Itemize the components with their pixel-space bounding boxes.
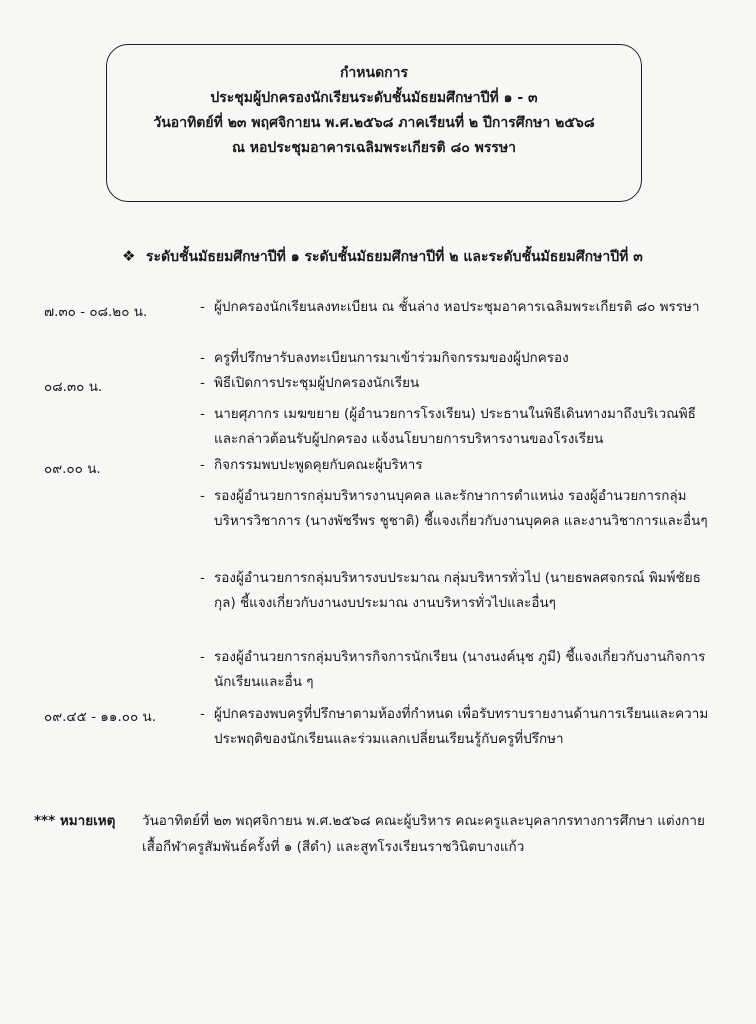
schedule-item	[200, 702, 720, 751]
list-dash: -	[200, 299, 205, 315]
schedule-item-text: รองผู้อำนวยการกลุ่มบริหารกิจการนักเรียน (นางนงค์นุช ภูมี) ชี้แจงเกี่ยวกับงานกิจการนักเรียนและอื่น ๆ	[214, 649, 706, 690]
schedule-item	[200, 346, 720, 371]
schedule-item	[200, 402, 720, 451]
header-title: กำหนดการ	[339, 65, 409, 81]
schedule-item	[200, 645, 720, 694]
list-dash: -	[200, 488, 205, 504]
list-dash: -	[200, 649, 205, 665]
schedule-item-text: กิจกรรมพบปะพูดคุยกับคณะผู้บริหาร	[214, 457, 423, 473]
remark	[34, 808, 724, 860]
header-venue: ณ หอประชุมอาคารเฉลิมพระเกียรติ ๘๐ พรรษา	[231, 140, 517, 156]
schedule-item-text: นายศุภากร เมฆขยาย (ผู้อำนวยการโรงเรียน) ประธานในพิธีเดินทางมาถึงบริเวณพิธี และกล่าวต้อนรับผู้ปกครอง แจ้งนโยบายการบริหารงานของโรงเรียน	[214, 406, 696, 447]
schedule-item	[200, 484, 720, 533]
list-dash: -	[200, 350, 205, 366]
header-box	[106, 44, 642, 202]
list-dash: -	[200, 706, 205, 722]
header-date: วันอาทิตย์ที่ ๒๓ พฤศจิกายน พ.ศ.๒๕๖๘ ภาคเรียนที่ ๒ ปีการศึกษา ๒๕๖๘	[153, 115, 595, 131]
schedule-time: ๐๘.๓๐ น.	[44, 379, 103, 395]
list-dash: -	[200, 457, 205, 473]
section-heading	[122, 246, 742, 268]
schedule-time: ๐๙.๔๕ - ๑๑.๐๐ น.	[44, 709, 157, 725]
schedule-item-text: รองผู้อำนวยการกลุ่มบริหารงบประมาณ กลุ่มบริหารทั่วไป (นายธพลศจกรณ์ พิมพ์ชัยธกุล) ชี้แจงเกี่ยวกับงานงบประมาณ งานบริหารทั่วไปและอื่นๆ	[214, 570, 701, 611]
schedule-item	[200, 295, 720, 320]
remark-label: *** หมายเหตุ	[34, 813, 116, 829]
remark-text: วันอาทิตย์ที่ ๒๓ พฤศจิกายน พ.ศ.๒๕๖๘ คณะผู้บริหาร คณะครูและบุคลากรทางการศึกษา แต่งกายเสื้อกีฬาครูสัมพันธ์ครั้งที่ ๑ (สีดำ) และสูทโรงเรียนราชวินิตบางแก้ว	[142, 813, 705, 855]
header-meeting: ประชุมผู้ปกครองนักเรียนระดับชั้นมัธยมศึกษาปีที่ ๑ - ๓	[210, 90, 538, 106]
schedule-item	[200, 371, 720, 396]
schedule-item	[200, 566, 720, 615]
schedule-item-text: ผู้ปกครองนักเรียนลงทะเบียน ณ ชั้นล่าง หอประชุมอาคารเฉลิมพระเกียรติ ๘๐ พรรษา	[214, 299, 700, 315]
list-dash: -	[200, 406, 205, 422]
diamond-bullet-icon: ❖	[122, 247, 136, 265]
list-dash: -	[200, 570, 205, 586]
section-title-text: ระดับชั้นมัธยมศึกษาปีที่ ๑ ระดับชั้นมัธยมศึกษาปีที่ ๒ และระดับชั้นมัธยมศึกษาปีที่ ๓	[146, 249, 643, 265]
schedule-item-text: รองผู้อำนวยการกลุ่มบริหารงานบุคคล และรักษาการตำแหน่ง รองผู้อำนวยการกลุ่มบริหารวิชาการ (นางพัชรีพร ชูชาติ) ชี้แจงเกี่ยวกับงานบุคคล และงานวิชาการและอื่นๆ	[214, 488, 708, 529]
schedule-item-text: ผู้ปกครองพบครูที่ปรึกษาตามห้องที่กำหนด เพื่อรับทราบรายงานด้านการเรียนและความประพฤติของนักเรียนและร่วมแลกเปลี่ยนเรียนรู้กับครูที่ปรึกษา	[214, 706, 709, 747]
schedule-item-text: ครูที่ปรึกษารับลงทะเบียนการมาเข้าร่วมกิจกรรมของผู้ปกครอง	[214, 350, 569, 366]
list-dash: -	[200, 375, 205, 391]
schedule-item	[200, 453, 720, 478]
schedule-time: ๗.๓๐ - ๐๘.๒๐ น.	[44, 304, 148, 320]
schedule-time: ๐๙.๐๐ น.	[44, 461, 101, 477]
schedule-item-text: พิธีเปิดการประชุมผู้ปกครองนักเรียน	[214, 375, 420, 391]
